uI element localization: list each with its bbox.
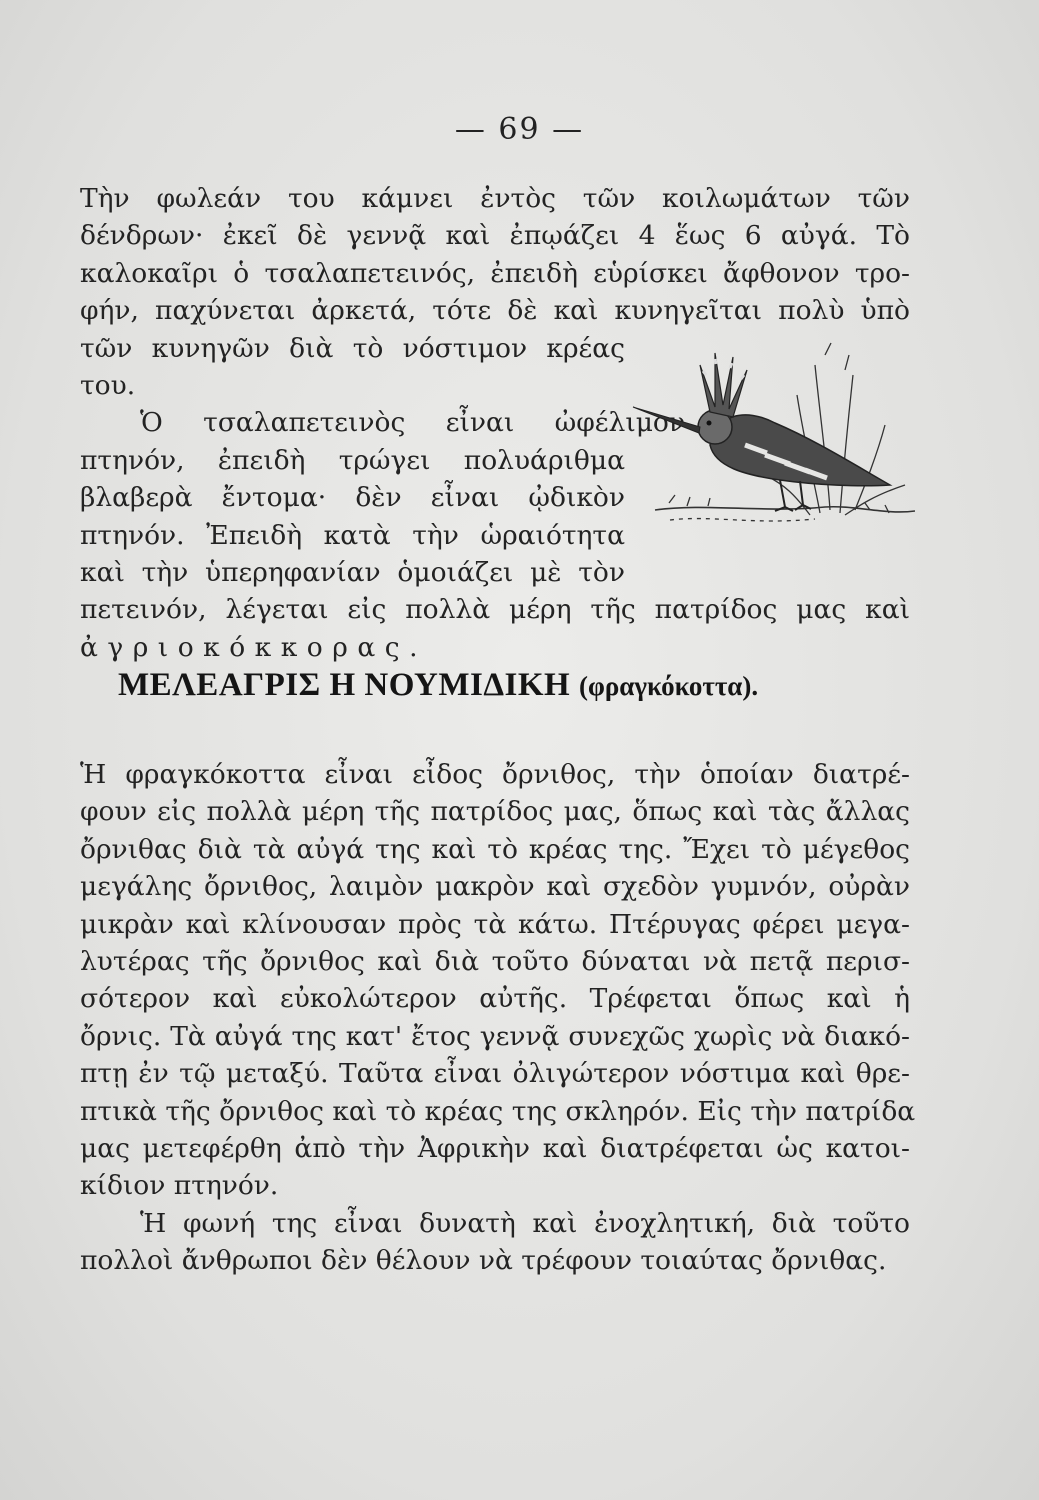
- text-line: πτῃ ἐν τῷ μεταξύ. Ταῦτα εἶναι ὀλιγώτερον νόστιμα καὶ θρε-: [80, 1058, 910, 1090]
- text-line: μικρὰν καὶ κλίνουσαν πρὸς τὰ κάτω. Πτέρυγας φέρει μεγα-: [80, 908, 910, 940]
- text-line: σότερον καὶ εὐκολώτερον αὐτῆς. Τρέφεται ὅπως καὶ ἡ: [80, 983, 910, 1015]
- heading-subtitle: (φραγκόκοττα).: [578, 671, 759, 701]
- text-line: πολλοὶ ἄνθρωποι δὲν θέλουν νὰ τρέφουν τοιαύτας ὄρνιθας.: [80, 1245, 887, 1277]
- text-line: ὄρνις. Τὰ αὐγά της κατ' ἔτος γεννᾷ συνεχῶς χωρὶς νὰ διακό-: [80, 1020, 910, 1052]
- text-line: καὶ τὴν ὑπερηφανίαν ὁμοιάζει μὲ τὸν: [80, 557, 625, 589]
- text-line: Ὁ τσαλαπετεινὸς εἶναι ὠφέλιμον: [140, 407, 685, 439]
- text-line: μας μετεφέρθη ἀπὸ τὴν Ἀφρικὴν καὶ διατρέφεται ὡς κατοι-: [80, 1133, 910, 1165]
- text-line: Τὴν φωλεάν του κάμνει ἐντὸς τῶν κοιλωμάτων τῶν: [80, 183, 910, 214]
- text-line: φουν εἰς πολλὰ μέρη τῆς πατρίδος μας, ὅπως καὶ τὰς ἄλλας: [80, 796, 910, 828]
- text-line: φήν, παχύνεται ἀρκετά, τότε δὲ καὶ κυνηγεῖται πολὺ ὑπὸ: [80, 295, 910, 327]
- text-line: βλαβερὰ ἔντομα· δὲν εἶναι ᾠδικὸν: [80, 482, 625, 514]
- text-line: λυτέρας τῆς ὄρνιθος καὶ διὰ τοῦτο δύναται νὰ πετᾷ περισ-: [80, 946, 910, 978]
- heading-title: ΜΕΛΕΑΓΡΙΣ Η ΝΟΥΜΙΔΙΚΗ: [118, 667, 571, 703]
- text-line: Ἡ φωνή της εἶναι δυνατὴ καὶ ἐνοχλητική, διὰ τοῦτο: [140, 1207, 910, 1239]
- text-line: πτηνόν. Ἐπειδὴ κατὰ τὴν ὡραιότητα: [80, 519, 625, 551]
- text-line: μεγάλης ὄρνιθος, λαιμὸν μακρὸν καὶ σχεδὸν γυμνόν, οὐρὰν: [80, 871, 910, 903]
- text-line: του.: [80, 370, 136, 402]
- page-number: — 69 —: [454, 112, 585, 147]
- text-line: Ἡ φραγκόκοττα εἶναι εἶδος ὄρνιθος, τὴν ὁποίαν διατρέ-: [80, 759, 910, 790]
- hoopoe-bird-illustration-icon: [615, 335, 915, 535]
- text-line: κίδιον πτηνόν.: [80, 1170, 279, 1202]
- text-line: ἀγριοκόκκορας.: [80, 631, 427, 663]
- text-line: τῶν κυνηγῶν διὰ τὸ νόστιμον κρέας: [80, 332, 625, 364]
- text-line: πετεινόν, λέγεται εἰς πολλὰ μέρη τῆς πατρίδος μας καὶ: [80, 594, 910, 626]
- paragraph-guinea-fowl: [80, 756, 916, 1280]
- text-line: πτηνόν, ἐπειδὴ τρώγει πολυάριθμα: [80, 444, 625, 476]
- text-line: πτικὰ τῆς ὄρνιθος καὶ τὸ κρέας της σκληρόν. Εἰς τὴν πατρίδα: [80, 1095, 916, 1127]
- text-line: ὄρνιθας διὰ τὰ αὐγά της καὶ τὸ κρέας της. Ἔχει τὸ μέγεθος: [80, 833, 910, 865]
- section-heading: [118, 667, 918, 704]
- text-line: καλοκαῖρι ὁ τσαλαπετεινός, ἐπειδὴ εὑρίσκει ἄφθονον τρο-: [80, 257, 910, 289]
- text-line: δένδρων· ἐκεῖ δὲ γεννᾷ καὶ ἐπῳάζει 4 ἕως 6 αὐγά. Τὸ: [80, 220, 910, 252]
